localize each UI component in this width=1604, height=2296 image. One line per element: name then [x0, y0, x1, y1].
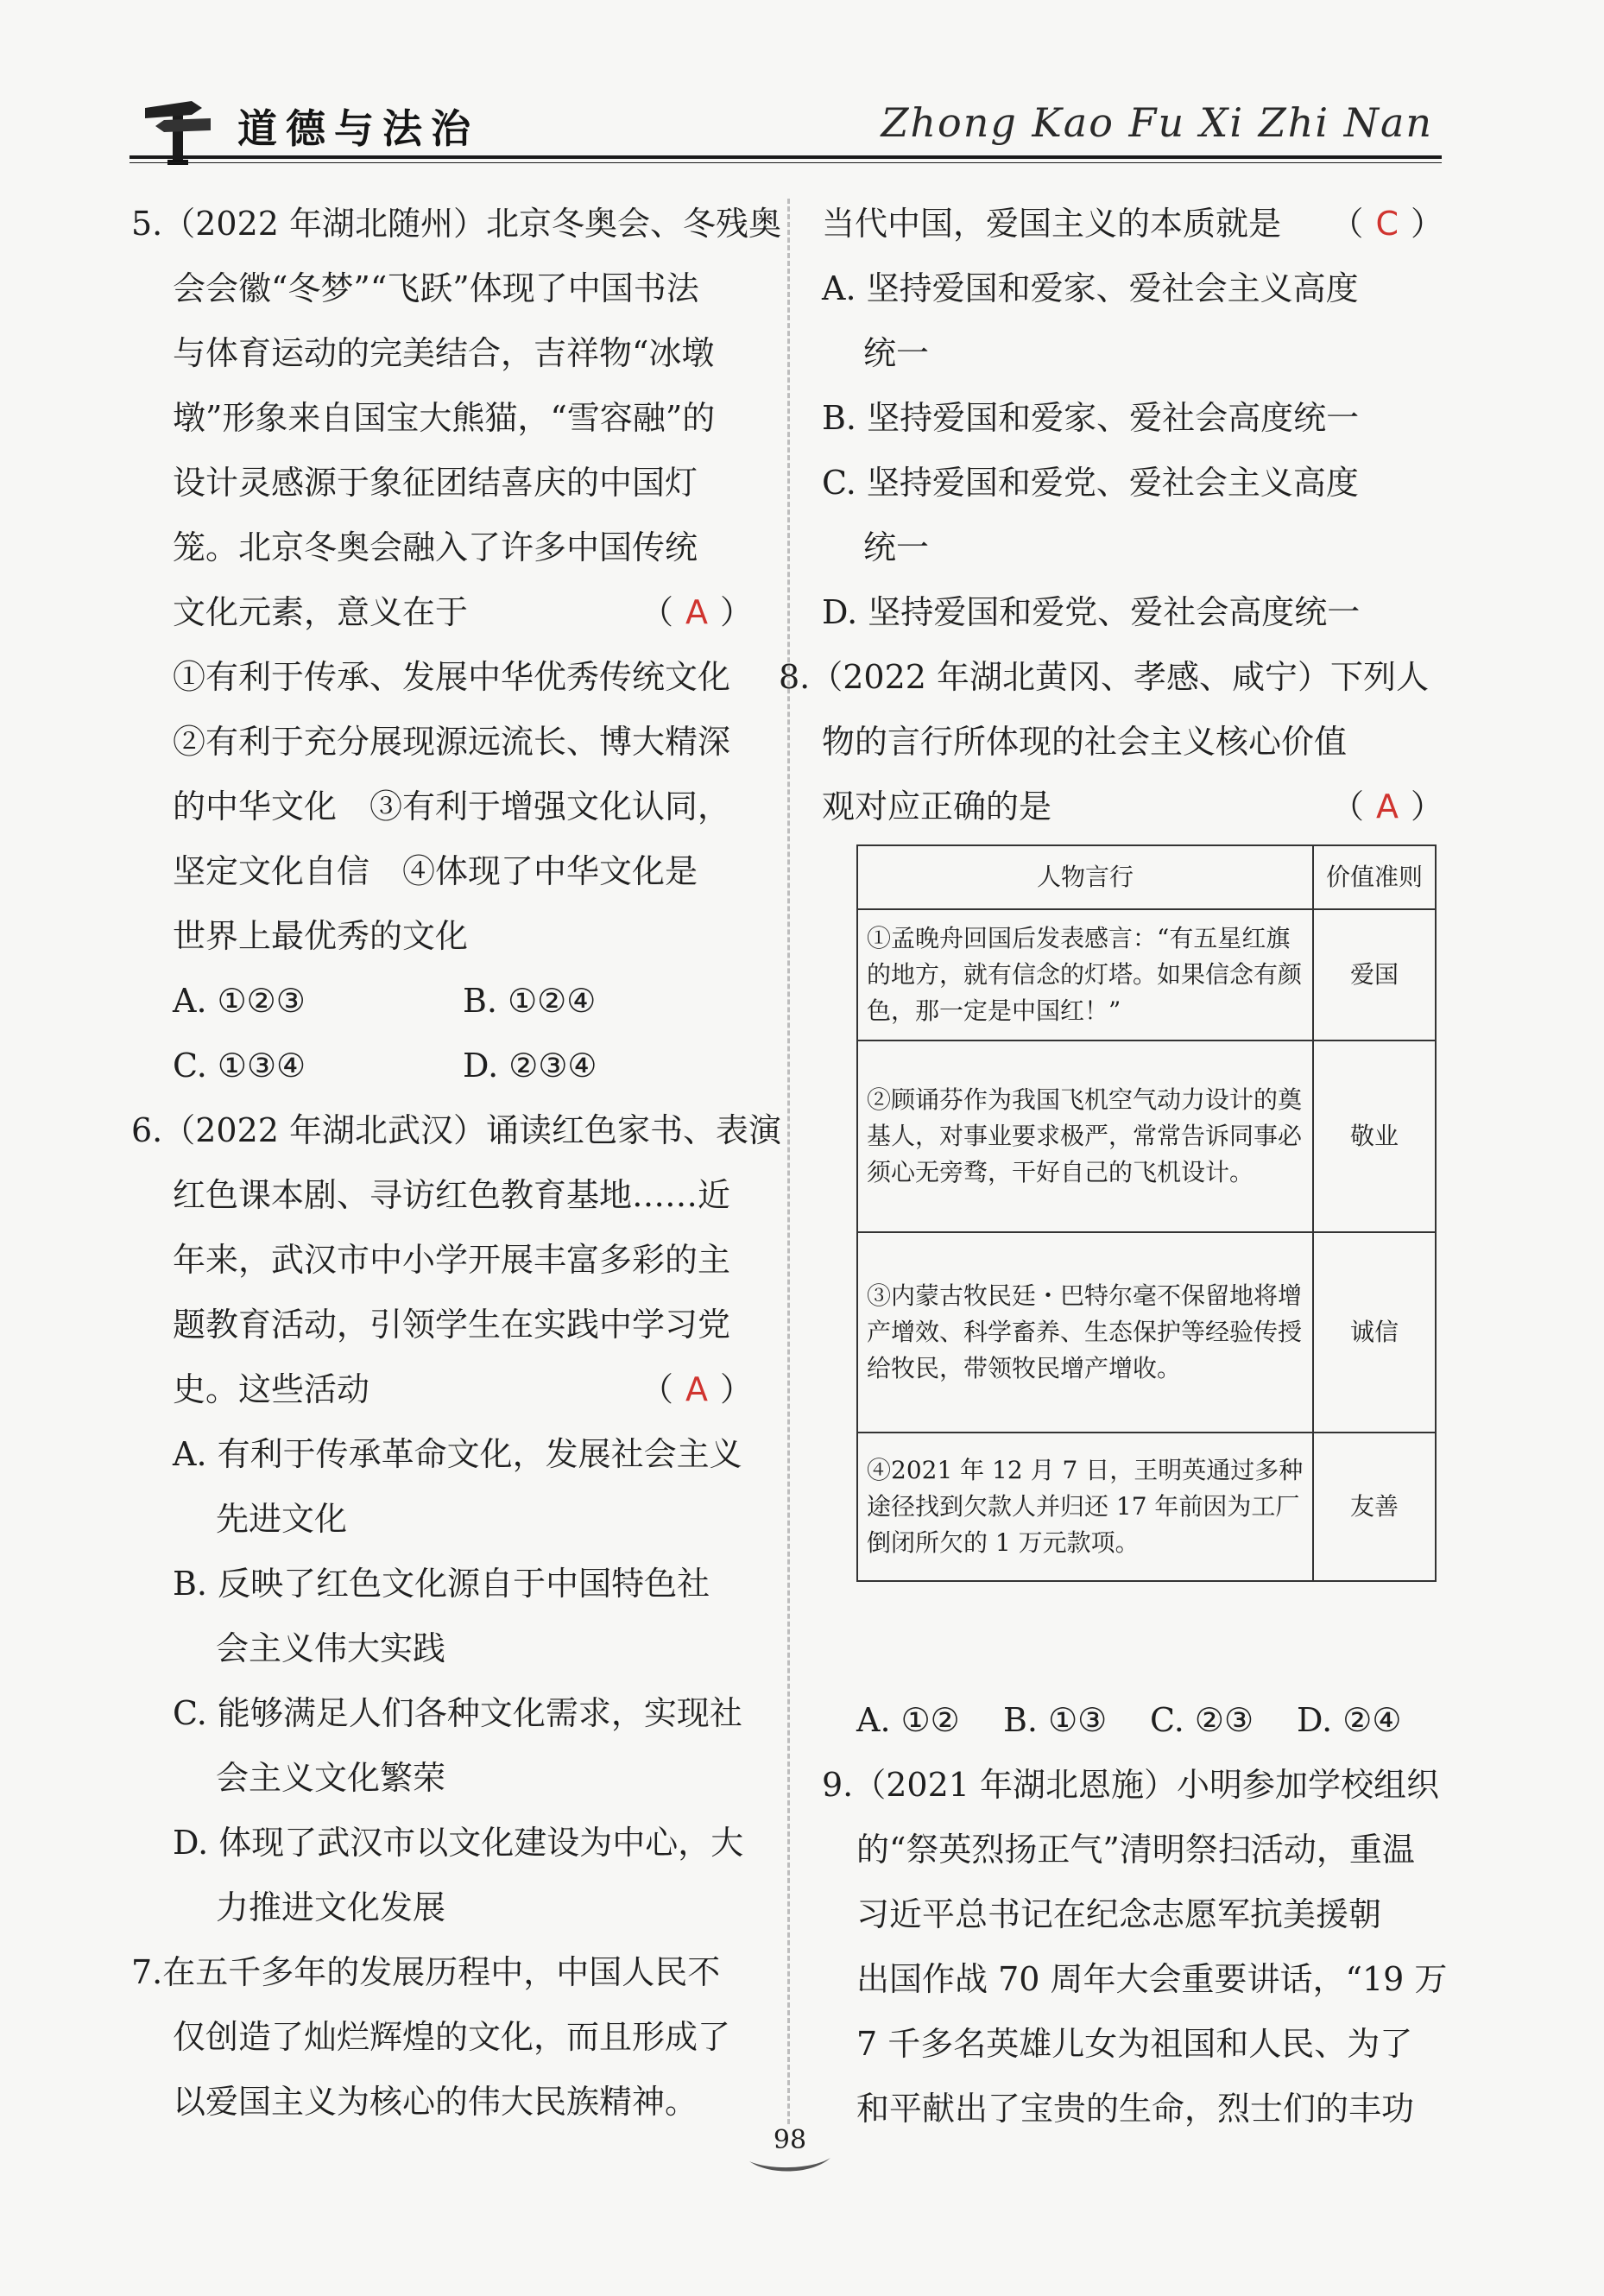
options-row — [131, 969, 753, 1034]
table-cell-text: ②顾诵芬作为我国飞机空气动力设计的奠基人，对事业要求极严，常常告诉同事必须心无旁骛，干好自己的飞机设计。 — [857, 1040, 1313, 1232]
option-c: C. 坚持爱国和爱党、爱社会主义高度 — [822, 464, 1359, 502]
option-a: A. 有利于传承革命文化，发展社会主义 — [173, 1435, 742, 1473]
table-cell-text: ①孟晚舟回国后发表感言：“有五星红旗的地方，就有信念的灯塔。如果信念有颜色，那一定是中国红！” — [857, 909, 1313, 1040]
question-line: 习近平总书记在纪念志愿军抗美援朝 — [856, 1895, 1382, 1933]
table-header: 人物言行 — [857, 845, 1313, 909]
question-line — [131, 580, 753, 645]
question-line: 和平献出了宝贵的生命，烈士们的丰功 — [856, 2090, 1415, 2128]
right-column-lower — [822, 1688, 1448, 2141]
question-line: 红色课本剧、寻访红色教育基地……近 — [173, 1176, 731, 1214]
page-number-text: 98 — [773, 2125, 807, 2155]
question-line: 7 千多名英雄儿女为祖国和人民、为了 — [856, 2025, 1413, 2063]
option-c: C. 能够满足人们各种文化需求，实现社 — [173, 1694, 742, 1732]
answer-mark: A — [1375, 787, 1399, 825]
question-8 — [779, 645, 1443, 839]
table-cell-value: 友善 — [1313, 1433, 1436, 1581]
question-7-start — [131, 1940, 753, 2135]
question-stem-end: 当代中国，爱国主义的本质就是 — [822, 205, 1282, 243]
question-stem-end: 观对应正确的是 — [822, 787, 1052, 825]
question-line: 以爱国主义为核心的伟大民族精神。 — [173, 2083, 698, 2121]
answer-mark: A — [685, 1370, 708, 1408]
option-d-cont: 力推进文化发展 — [216, 1888, 446, 1926]
statement-line: 的中华文化 ③有利于增强文化认同， — [173, 787, 731, 825]
question-line: 会会徽“冬梦”“飞跃”体现了中国书法 — [173, 269, 699, 307]
option-a-cont: 先进文化 — [216, 1500, 348, 1538]
option-b: B. ①②④ — [463, 982, 597, 1020]
question-line: 9.（2021 年湖北恩施）小明参加学校组织 — [822, 1766, 1440, 1804]
option-d: D. 坚持爱国和爱党、爱社会高度统一 — [822, 593, 1361, 631]
question-line: 笼。北京冬奥会融入了许多中国传统 — [173, 528, 698, 566]
header-rule — [129, 155, 1442, 159]
answer-bracket: （ A ） — [1331, 775, 1443, 839]
question-stem-end: 史。这些活动 — [173, 1370, 370, 1408]
option-c: C. ①③④ — [173, 1047, 306, 1085]
right-column — [779, 192, 1443, 839]
table-cell-value: 爱国 — [1313, 909, 1436, 1040]
statement-line: ①有利于传承、发展中华优秀传统文化 — [173, 658, 731, 696]
option-d: D. ②③④ — [463, 1047, 597, 1085]
options-row — [131, 1034, 753, 1098]
statement-line: 世界上最优秀的文化 — [173, 917, 469, 955]
question-line — [779, 775, 1443, 839]
question-line: 与体育运动的完美结合，吉祥物“冰墩 — [173, 334, 715, 372]
question-line: 5.（2022 年湖北随州）北京冬奥会、冬残奥 — [131, 205, 782, 243]
option-b: B. 坚持爱国和爱家、爱社会高度统一 — [822, 399, 1360, 437]
option-d: D. ②④ — [1297, 1701, 1402, 1739]
option-b: B. ①③ — [1003, 1701, 1108, 1739]
series-title: Zhong Kao Fu Xi Zhi Nan — [881, 99, 1433, 146]
option-a: A. ①② — [856, 1701, 960, 1739]
question-5 — [131, 192, 782, 1098]
question-line: 的“祭英烈扬正气”清明祭扫活动，重温 — [856, 1831, 1415, 1869]
values-table — [856, 844, 1437, 1582]
header-rule-thin — [129, 162, 1442, 163]
question-9 — [822, 1753, 1448, 2141]
question-line: 题教育活动，引领学生在实践中学习党 — [173, 1306, 731, 1344]
statement-line: 坚定文化自信 ④体现了中华文化是 — [173, 852, 698, 890]
option-c: C. ②③ — [1150, 1701, 1254, 1739]
option-a: A. ①②③ — [173, 982, 306, 1020]
table-cell-text: ③内蒙古牧民廷・巴特尔毫不保留地将增产增效、科学畜养、生态保护等经验传授给牧民，带领牧民增产增收。 — [857, 1232, 1313, 1433]
table-row — [857, 1040, 1436, 1232]
option-c-cont: 统一 — [863, 528, 930, 566]
question-line: 设计灵感源于象征团结喜庆的中国灯 — [173, 464, 698, 502]
subject-title: 道德与法治 — [237, 105, 479, 152]
table-header: 价值准则 — [1313, 845, 1436, 909]
table-row — [857, 1433, 1436, 1581]
question-line: 年来，武汉市中小学开展丰富多彩的主 — [173, 1241, 731, 1279]
option-c-cont: 会主义文化繁荣 — [216, 1759, 446, 1797]
question-7-cont — [822, 192, 1443, 645]
table-cell-text: ④2021 年 12 月 7 日，王明英通过多种途径找到欠款人并归还 17 年前因为工厂倒闭所欠的 1 万元款项。 — [857, 1433, 1313, 1581]
answer-mark: A — [685, 593, 708, 631]
column-divider — [787, 199, 790, 2124]
option-b-cont: 会主义伟大实践 — [216, 1629, 446, 1667]
question-line: 墩”形象来自国宝大熊猫，“雪容融”的 — [173, 399, 716, 437]
statement-line: ②有利于充分展现源远流长、博大精深 — [173, 723, 731, 761]
question-stem-end: 文化元素，意义在于 — [173, 593, 469, 631]
page-number — [742, 2120, 837, 2180]
option-a: A. 坚持爱国和爱家、爱社会主义高度 — [822, 269, 1359, 307]
question-line: 出国作战 70 周年大会重要讲话，“19 万 — [856, 1960, 1448, 1998]
option-d: D. 体现了武汉市以文化建设为中心，大 — [173, 1824, 744, 1862]
question-line: 物的言行所体现的社会主义核心价值 — [822, 723, 1348, 761]
options-row — [856, 1688, 1443, 1753]
answer-mark: C — [1375, 205, 1399, 243]
question-6 — [131, 1098, 782, 1940]
table-cell-value: 敬业 — [1313, 1040, 1436, 1232]
table-row — [857, 909, 1436, 1040]
option-b: B. 反映了红色文化源自于中国特色社 — [173, 1565, 710, 1603]
question-line: 仅创造了灿烂辉煌的文化，而且形成了 — [173, 2018, 731, 2056]
question-line — [131, 1357, 753, 1422]
option-a-cont: 统一 — [863, 334, 930, 372]
answer-bracket: （ A ） — [641, 1357, 753, 1422]
answer-bracket: （ A ） — [641, 580, 753, 645]
table-row — [857, 1232, 1436, 1433]
answer-bracket: （ C ） — [1330, 192, 1443, 256]
question-line: 7.在五千多年的发展历程中，中国人民不 — [131, 1953, 721, 1991]
question-line: 8.（2022 年湖北黄冈、孝感、咸宁）下列人 — [779, 658, 1430, 696]
table-cell-value: 诚信 — [1313, 1232, 1436, 1433]
table-header-row — [857, 845, 1436, 909]
left-column — [131, 192, 782, 2135]
question-line — [822, 192, 1443, 256]
question-line: 6.（2022 年湖北武汉）诵读红色家书、表演 — [131, 1111, 782, 1149]
